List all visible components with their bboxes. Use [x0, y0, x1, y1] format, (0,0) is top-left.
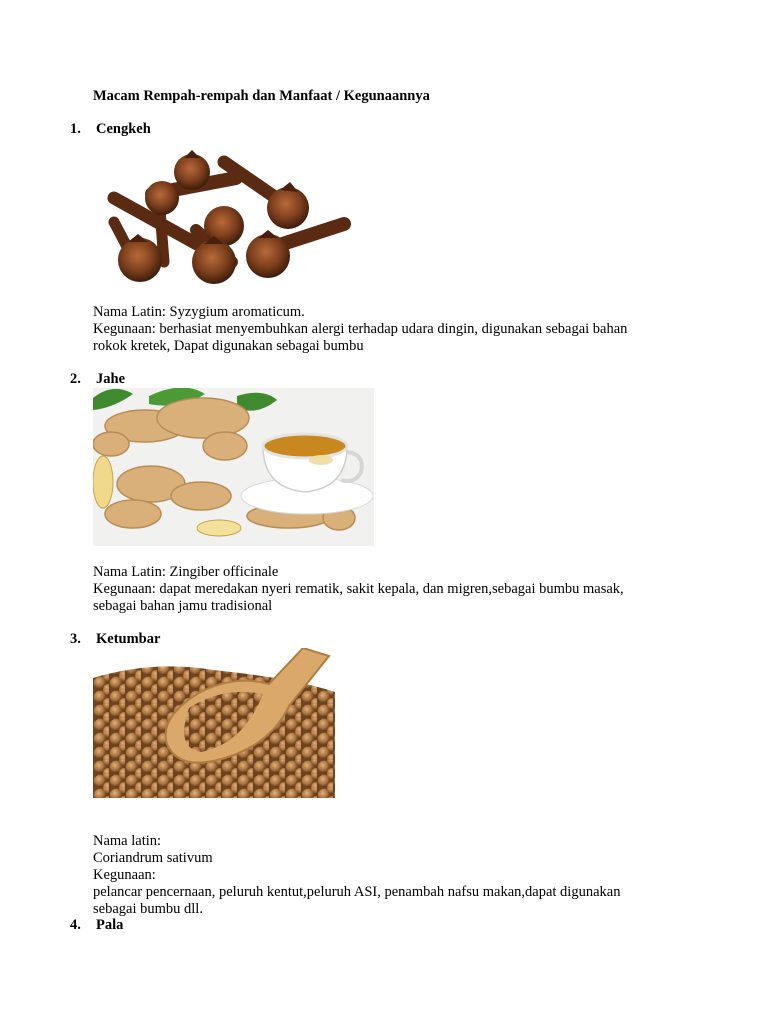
cengkeh-usage-line-1: Kegunaan: berhasiat menyembuhkan alergi terhadap udara dingin, digunakan sebagai bahan	[93, 321, 628, 337]
item-number-4: 4.	[70, 917, 81, 933]
item-number-3: 3.	[70, 631, 81, 647]
clove-image	[104, 150, 356, 290]
item-heading-cengkeh: Cengkeh	[96, 121, 151, 137]
item-heading-jahe: Jahe	[96, 371, 125, 387]
item-number-2: 2.	[70, 371, 81, 387]
item-heading-ketumbar: Ketumbar	[96, 631, 161, 647]
ketumbar-latin-name: Coriandrum sativum	[93, 850, 213, 866]
cengkeh-latin-name: Nama Latin: Syzygium aromaticum.	[93, 304, 305, 320]
cengkeh-usage-line-2: rokok kretek, Dapat digunakan sebagai bumbu	[93, 338, 364, 354]
jahe-usage-line-1: Kegunaan: dapat meredakan nyeri rematik, sakit kepala, dan migren,sebagai bumbu masak,	[93, 581, 624, 597]
ketumbar-usage-line-1: pelancar pencernaan, peluruh kentut,peluruh ASI, penambah nafsu makan,dapat digunakan	[93, 884, 621, 900]
coriander-image	[93, 648, 335, 798]
item-number-1: 1.	[70, 121, 81, 137]
ketumbar-latin-label: Nama latin:	[93, 833, 162, 849]
jahe-latin-name: Nama Latin: Zingiber officinale	[93, 564, 279, 580]
ginger-image	[93, 388, 374, 546]
jahe-usage-line-2: sebagai bahan jamu tradisional	[93, 598, 273, 614]
ketumbar-usage-line-2: sebagai bumbu dll.	[93, 901, 203, 917]
page-title: Macam Rempah-rempah dan Manfaat / Kegunaannya	[93, 88, 430, 104]
item-heading-pala: Pala	[96, 917, 124, 933]
ketumbar-usage-label: Kegunaan:	[93, 867, 156, 883]
